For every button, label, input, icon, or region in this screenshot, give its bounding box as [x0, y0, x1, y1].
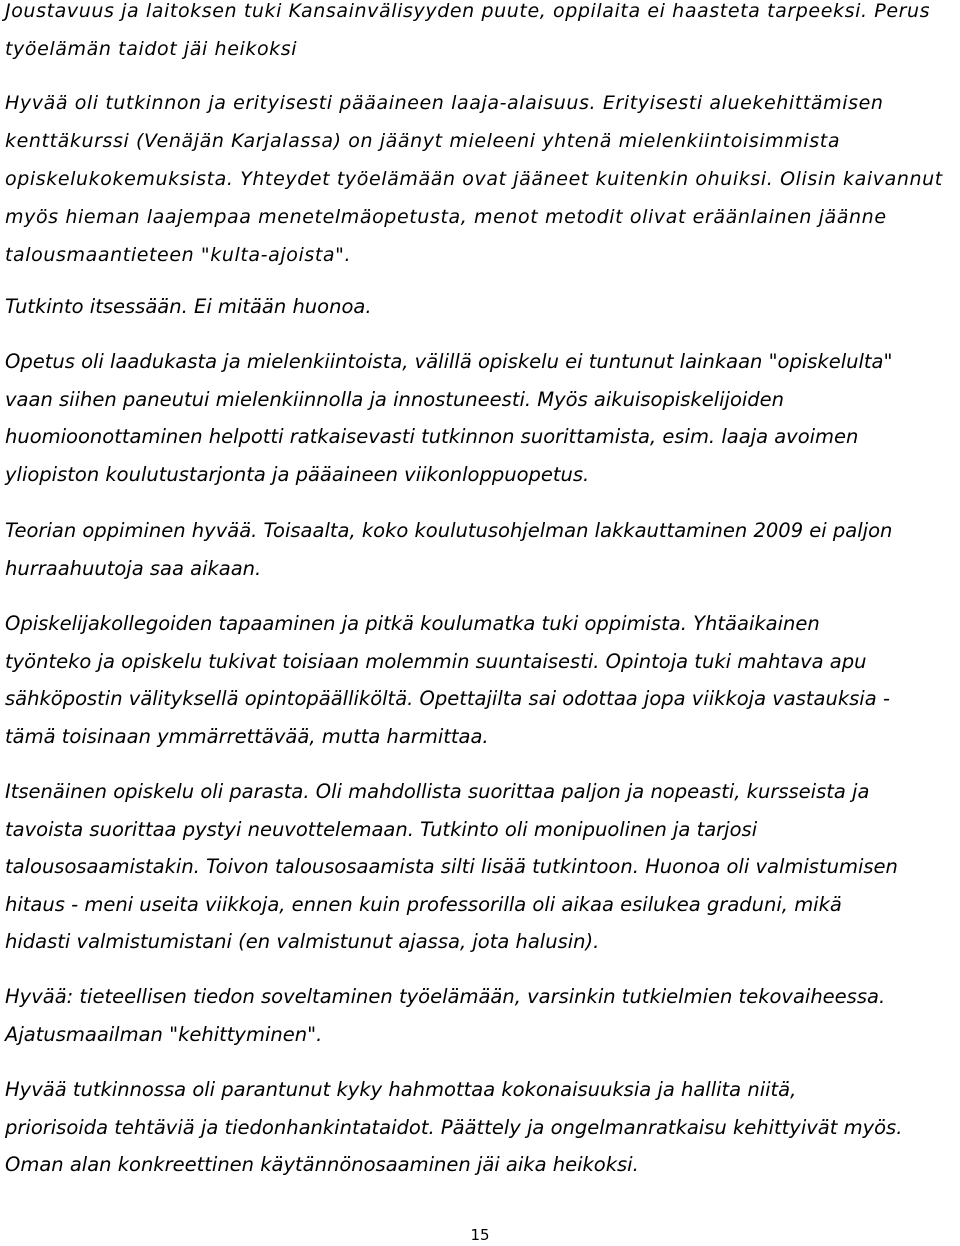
paragraph-6: [5, 605, 957, 755]
paragraph-line: sähköpostin välityksellä opintopäälliköltä. Opettajilta sai odottaa jopa viikkoja vastauksia -: [5, 687, 890, 710]
paragraph-line: talousosaamistakin. Toivon talousosaamista silti lisää tutkintoon. Huonoa oli valmistumisen: [5, 855, 898, 878]
paragraph-2: [5, 84, 957, 274]
paragraph-line: Tutkinto itsessään. Ei mitään huonoa.: [5, 295, 372, 318]
paragraph-5: [5, 512, 957, 587]
paragraph-4: [5, 343, 957, 493]
paragraph-line: myös hieman laajempaa menetelmäopetusta, menot metodit olivat eräänlainen jäänne: [5, 206, 887, 228]
page-number: 15: [470, 1226, 490, 1244]
paragraph-line: Hyvää: tieteellisen tiedon soveltaminen työelämään, varsinkin tutkielmien tekovaiheessa.: [5, 985, 886, 1008]
paragraph-line: vaan siihen paneutui mielenkiinnolla ja innostuneesti. Myös aikuisopiskelijoiden: [5, 387, 785, 411]
paragraph-line: tämä toisinaan ymmärrettävää, mutta harmittaa.: [5, 724, 489, 748]
paragraph-9: [5, 1071, 957, 1184]
paragraph-line: hitaus - meni useita viikkoja, ennen kuin professorilla oli aikaa esilukea graduni, mikä: [5, 892, 842, 916]
paragraph-line: Ajatusmaailman "kehittyminen".: [5, 1022, 323, 1046]
paragraph-line: Opetus oli laadukasta ja mielenkiintoista, välillä opiskelu ei tuntunut lainkaan "opiskelulta": [5, 350, 893, 373]
paragraph-1: [5, 0, 957, 68]
paragraph-7: [5, 773, 957, 961]
paragraph-line: Itsenäinen opiskelu oli parasta. Oli mahdollista suorittaa paljon ja nopeasti, kursseista ja: [5, 780, 870, 803]
paragraph-line: Joustavuus ja laitoksen tuki Kansainvälisyyden puute, oppilaita ei haasteta tarpeeksi. Perus: [5, 0, 931, 22]
paragraph-line: talousmaantieteen "kulta-ajoista".: [5, 244, 352, 266]
paragraph-line: kenttäkurssi (Venäjän Karjalassa) on jäänyt mieleeni yhtenä mielenkiintoisimmista: [5, 130, 841, 152]
paragraph-line: hidasti valmistumistani (en valmistunut ajassa, jota halusin).: [5, 930, 600, 953]
paragraph-line: Teorian oppiminen hyvää. Toisaalta, koko koulutusohjelman lakkauttaminen 2009 ei paljon: [5, 519, 893, 542]
paragraph-line: yliopiston koulutustarjonta ja pääaineen viikonloppuopetus.: [5, 462, 590, 486]
paragraph-line: työelämän taidot jäi heikoksi: [5, 38, 298, 60]
paragraph-8: [5, 978, 957, 1053]
paragraph-line: hurraahuutoja saa aikaan.: [5, 556, 262, 580]
paragraph-line: Hyvää oli tutkinnon ja erityisesti pääaineen laaja-alaisuus. Erityisesti aluekehittämisen: [5, 92, 884, 114]
paragraph-line: Hyvää tutkinnossa oli parantunut kyky hahmottaa kokonaisuuksia ja hallita niitä,: [5, 1078, 797, 1101]
paragraph-line: Opiskelijakollegoiden tapaaminen ja pitkä koulumatka tuki oppimista. Yhtäaikainen: [5, 612, 820, 635]
paragraph-line: opiskelukokemuksista. Yhteydet työelämään ovat jääneet kuitenkin ohuiksi. Olisin kaivannut: [5, 168, 943, 190]
paragraph-line: työnteko ja opiskelu tukivat toisiaan molemmin suuntaisesti. Opintoja tuki mahtava apu: [5, 649, 867, 673]
paragraph-3: [5, 288, 957, 326]
paragraph-line: priorisoida tehtäviä ja tiedonhankintataidot. Päättely ja ongelmanratkaisu kehittyivät myös.: [5, 1115, 903, 1139]
paragraph-line: huomioonottaminen helpotti ratkaisevasti tutkinnon suorittamista, esim. laaja avoimen: [5, 425, 859, 448]
paragraph-line: tavoista suorittaa pystyi neuvottelemaan. Tutkinto oli monipuolinen ja tarjosi: [5, 817, 758, 841]
paragraph-line: Oman alan konkreettinen käytännönosaaminen jäi aika heikoksi.: [5, 1153, 639, 1176]
